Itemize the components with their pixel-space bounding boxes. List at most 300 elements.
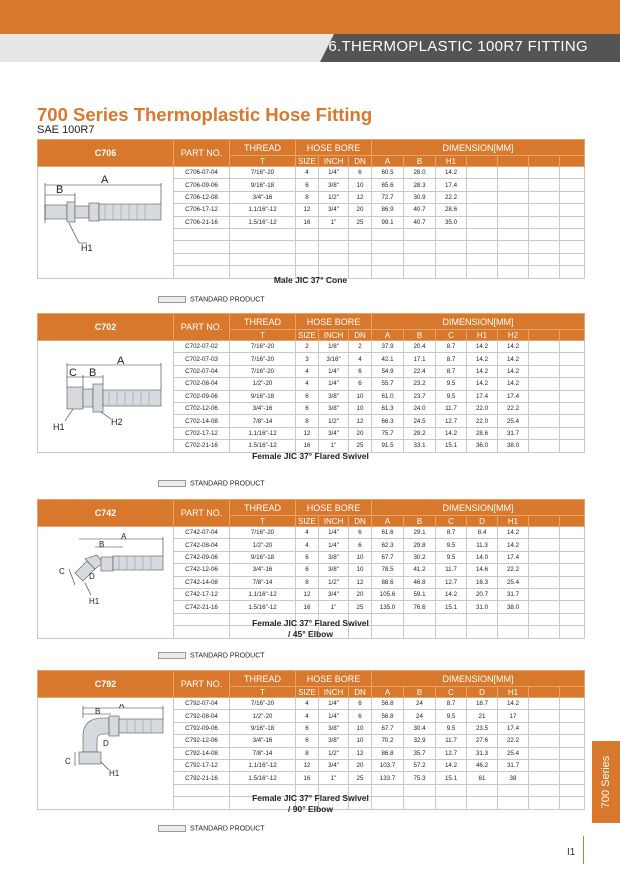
table-cell: [467, 241, 498, 253]
table-cell: [498, 179, 529, 191]
table-cell: 14.2: [498, 341, 529, 353]
table-cell: [467, 216, 498, 228]
table-cell: 1/2": [319, 191, 349, 203]
table-cell: 8.7: [436, 365, 467, 377]
table-cell: [404, 228, 436, 240]
svg-text:B: B: [95, 707, 101, 716]
table-cell: 1": [319, 601, 349, 613]
table-cell: [230, 253, 296, 265]
table-cell: [404, 241, 436, 253]
table-cell: 12: [349, 191, 372, 203]
table-cell: 70.2: [372, 735, 404, 747]
table-cell: 3/8": [319, 722, 349, 734]
svg-text:A: A: [121, 533, 127, 541]
table-cell: 3/8": [319, 564, 349, 576]
table-cell: 8: [296, 191, 319, 203]
table-cell: 9.5: [436, 551, 467, 563]
table-cell: 14.2: [498, 353, 529, 365]
table-cell: 1/4": [319, 167, 349, 179]
table-cell: [529, 378, 560, 390]
table-cell: 3/8": [319, 735, 349, 747]
table-cell: 4: [296, 539, 319, 551]
table-cell: 31.7: [498, 759, 529, 771]
table-cell: C742-21-16: [174, 601, 230, 613]
table-cell: 40.7: [404, 204, 436, 216]
table-cell: C706-07-04: [174, 167, 230, 179]
svg-text:D: D: [89, 572, 95, 581]
table-cell: 2: [296, 341, 319, 353]
subheader-dim: [560, 156, 585, 167]
table-cell: 1/4": [319, 365, 349, 377]
table-cell: [529, 415, 560, 427]
table-cell: 16: [296, 601, 319, 613]
table-cell: 9.5: [436, 722, 467, 734]
table-cell: 29.8: [404, 539, 436, 551]
table-cell: [529, 527, 560, 539]
table-cell: [529, 204, 560, 216]
table-cell: [560, 365, 585, 377]
header-dimension: DIMENSION[MM]: [372, 500, 585, 516]
header-hose-bore: HOSE BORE: [296, 671, 372, 687]
subheader-dim: B: [404, 687, 436, 698]
header-hose-bore: HOSE BORE: [296, 140, 372, 156]
table-cell: [529, 698, 560, 710]
table-cell: [560, 167, 585, 179]
subheader-dim: B: [404, 516, 436, 527]
table-cell: 20: [349, 759, 372, 771]
table-cell: 28.0: [404, 167, 436, 179]
table-cell: [498, 204, 529, 216]
table-cell: 31.3: [467, 747, 498, 759]
table-cell: C706-21-16: [174, 216, 230, 228]
subheader-dn: DN: [349, 330, 372, 341]
table-cell: 36.0: [467, 440, 498, 452]
table-cell: 4: [296, 167, 319, 179]
subheader-dim: [529, 330, 560, 341]
table-cell: [498, 191, 529, 203]
fitting-code: C702: [38, 314, 174, 341]
table-cell: 28.6: [467, 427, 498, 439]
table-cell: 3/8": [319, 402, 349, 414]
table-cell: 9/16"-18: [230, 551, 296, 563]
table-cell: [467, 204, 498, 216]
subheader-dim: C: [436, 687, 467, 698]
table-cell: 1/4": [319, 378, 349, 390]
side-tab-series: 700 Series: [592, 741, 620, 823]
table-cell: 3/4": [319, 588, 349, 600]
subheader-dim: [560, 687, 585, 698]
table-cell: 12: [349, 415, 372, 427]
table-cell: 22.0: [467, 415, 498, 427]
table-cell: 24.0: [404, 402, 436, 414]
table-cell: [560, 204, 585, 216]
table-cell: [560, 390, 585, 402]
table-cell: 12: [349, 576, 372, 588]
table-cell: 14.0: [467, 551, 498, 563]
table-cell: 1/2": [319, 747, 349, 759]
legend-swatch: [158, 825, 186, 832]
svg-text:A: A: [117, 355, 125, 367]
table-cell: [560, 191, 585, 203]
table-cell: 28.3: [404, 179, 436, 191]
table-cell: 7/16"-20: [230, 341, 296, 353]
page-number-rule: [583, 836, 584, 864]
table-cell: [560, 722, 585, 734]
table-cell: [560, 341, 585, 353]
table-cell: 91.5: [372, 440, 404, 452]
subheader-dim: H1: [498, 687, 529, 698]
table-cell: [529, 253, 560, 265]
subheader-inch: INCH: [319, 516, 349, 527]
fitting-caption-c702: Female JIC 37° Flared Swivel: [252, 451, 369, 461]
table-cell: 9.5: [436, 378, 467, 390]
table-cell: 3/8": [319, 179, 349, 191]
table-cell: 24: [404, 710, 436, 722]
table-cell: [349, 228, 372, 240]
fitting-diagram-c742: [39, 533, 173, 618]
subheader-dim: A: [372, 687, 404, 698]
table-cell: 22.2: [498, 735, 529, 747]
header-dimension: DIMENSION[MM]: [372, 314, 585, 330]
legend-swatch: [158, 480, 186, 487]
header-dimension: DIMENSION[MM]: [372, 671, 585, 687]
table-cell: 54.9: [372, 365, 404, 377]
table-cell: 37.9: [372, 341, 404, 353]
table-cell: [436, 241, 467, 253]
table-cell: 66.3: [372, 415, 404, 427]
table-cell: C792-14-08: [174, 747, 230, 759]
table-cell: 1.1/16"-12: [230, 427, 296, 439]
table-cell: 31.7: [498, 427, 529, 439]
svg-text:C: C: [59, 567, 65, 576]
subheader-dim: [529, 156, 560, 167]
table-cell: C792-21-16: [174, 772, 230, 784]
table-cell: 4: [296, 527, 319, 539]
table-cell: 8.7: [436, 527, 467, 539]
table-cell: [560, 601, 585, 613]
table-cell: 15.1: [436, 601, 467, 613]
table-cell: [467, 179, 498, 191]
table-cell: 105.6: [372, 588, 404, 600]
table-cell: 7/16"-20: [230, 353, 296, 365]
table-cell: 24: [404, 698, 436, 710]
table-cell: 3/8": [319, 390, 349, 402]
table-cell: 22.2: [498, 564, 529, 576]
table-cell: 29.2: [404, 427, 436, 439]
table-cell: 2: [349, 341, 372, 353]
fitting-caption-c742: Female JIC 37° Flared Swivel / 45° Elbow: [252, 618, 369, 639]
table-cell: 55.7: [372, 378, 404, 390]
table-cell: 10: [349, 179, 372, 191]
table-cell: 9/16"-18: [230, 390, 296, 402]
table-cell: 3/4"-16: [230, 564, 296, 576]
header-part-no: PART NO.: [174, 671, 230, 698]
table-cell: C706-09-06: [174, 179, 230, 191]
svg-text:H2: H2: [111, 417, 123, 427]
legend-swatch: [158, 652, 186, 659]
subheader-t: T: [230, 156, 296, 167]
table-cell: 25: [349, 772, 372, 784]
table-cell: 3/4"-16: [230, 735, 296, 747]
table-cell: C792-07-04: [174, 698, 230, 710]
table-cell: 60.5: [372, 167, 404, 179]
table-cell: 57.2: [404, 759, 436, 771]
table-cell: 29.1: [404, 527, 436, 539]
subheader-dim: D: [467, 516, 498, 527]
table-cell: 7/16"-20: [230, 365, 296, 377]
table-cell: 46.2: [467, 759, 498, 771]
table-cell: 4: [296, 365, 319, 377]
subheader-dim: [529, 687, 560, 698]
table-cell: 6: [296, 551, 319, 563]
table-cell: 14.2: [467, 378, 498, 390]
table-cell: [560, 228, 585, 240]
svg-text:H1: H1: [89, 597, 100, 606]
fitting-diagram-c706: [39, 173, 173, 268]
table-cell: 11.7: [436, 402, 467, 414]
table-cell: 21: [467, 710, 498, 722]
table-cell: [529, 216, 560, 228]
table-cell: [560, 588, 585, 600]
table-cell: 14.2: [436, 759, 467, 771]
section-header-title: 6.THERMOPLASTIC 100R7 FITTING: [328, 38, 588, 55]
header-part-no: PART NO.: [174, 500, 230, 527]
table-cell: 28.6: [436, 204, 467, 216]
table-cell: 10: [349, 402, 372, 414]
fitting-diagram-c702: [39, 349, 173, 449]
header-thread: THREAD: [230, 314, 296, 330]
subheader-size: SIZE: [296, 330, 319, 341]
table-cell: 7/16"-20: [230, 527, 296, 539]
table-cell: 1.1/16"-12: [230, 204, 296, 216]
table-cell: [529, 341, 560, 353]
table-cell: [296, 241, 319, 253]
header-dimension: DIMENSION[MM]: [372, 140, 585, 156]
table-cell: 6: [296, 722, 319, 734]
table-cell: 25.4: [498, 415, 529, 427]
svg-text:B: B: [89, 367, 97, 379]
subheader-dn: DN: [349, 687, 372, 698]
table-cell: 24.5: [404, 415, 436, 427]
table-cell: 15.1: [436, 772, 467, 784]
table-cell: 61.0: [372, 390, 404, 402]
table-cell: 14.2: [467, 341, 498, 353]
table-cell: 11.7: [436, 735, 467, 747]
table-cell: [529, 539, 560, 551]
subheader-t: T: [230, 516, 296, 527]
table-cell: 6: [349, 365, 372, 377]
page-subtitle: SAE 100R7: [37, 124, 95, 136]
header-part-no: PART NO.: [174, 314, 230, 341]
table-cell: 12: [296, 204, 319, 216]
table-cell: 8.7: [436, 698, 467, 710]
table-cell: 1/2"-20: [230, 710, 296, 722]
table-cell: 62.3: [372, 539, 404, 551]
fitting-code: C742: [38, 500, 174, 527]
section-c792: [37, 670, 584, 820]
subheader-dim: H1: [467, 330, 498, 341]
table-cell: [529, 353, 560, 365]
svg-text:B: B: [99, 540, 105, 549]
table-cell: 103.7: [372, 759, 404, 771]
subheader-t: T: [230, 330, 296, 341]
table-cell: 1/2"-20: [230, 539, 296, 551]
table-cell: C702-07-03: [174, 353, 230, 365]
table-cell: 1/4": [319, 698, 349, 710]
table-cell: 3/4"-16: [230, 402, 296, 414]
table-cell: [498, 228, 529, 240]
subheader-dim: H1: [498, 516, 529, 527]
table-cell: 12: [296, 427, 319, 439]
table-cell: [560, 710, 585, 722]
subheader-size: SIZE: [296, 516, 319, 527]
table-cell: 6: [296, 390, 319, 402]
table-cell: 1/4": [319, 527, 349, 539]
table-cell: 88.6: [372, 576, 404, 588]
table-cell: [498, 241, 529, 253]
table-cell: [349, 253, 372, 265]
table-cell: 86.9: [372, 204, 404, 216]
table-cell: [529, 772, 560, 784]
table-cell: [467, 167, 498, 179]
table-cell: 6: [349, 527, 372, 539]
table-cell: 20.4: [404, 341, 436, 353]
fitting-code: C706: [38, 140, 174, 167]
legend-swatch: [158, 296, 186, 303]
subheader-dim: B: [404, 330, 436, 341]
table-cell: [467, 191, 498, 203]
table-cell: 65.6: [372, 179, 404, 191]
table-cell: [560, 253, 585, 265]
table-cell: 12.7: [436, 415, 467, 427]
table-cell: 1/2": [319, 576, 349, 588]
table-cell: 1": [319, 216, 349, 228]
subheader-dim: C: [436, 516, 467, 527]
table-cell: 6: [349, 710, 372, 722]
table-cell: 1/4": [319, 710, 349, 722]
table-cell: 3/4": [319, 204, 349, 216]
table-cell: C792-12-06: [174, 735, 230, 747]
table-cell: 20: [349, 588, 372, 600]
table-cell: [372, 253, 404, 265]
table-cell: 25.4: [498, 747, 529, 759]
subheader-dim: B: [404, 156, 436, 167]
table-cell: 17.4: [498, 390, 529, 402]
subheader-dim: A: [372, 330, 404, 341]
table-cell: 25.4: [498, 576, 529, 588]
table-cell: [529, 365, 560, 377]
table-cell: [560, 415, 585, 427]
subheader-dim: [560, 330, 585, 341]
svg-text:H1: H1: [53, 422, 65, 432]
table-cell: [560, 427, 585, 439]
table-cell: C702-07-02: [174, 341, 230, 353]
table-cell: [349, 241, 372, 253]
table-cell: [529, 601, 560, 613]
table-cell: [529, 179, 560, 191]
table-cell: 3/4": [319, 427, 349, 439]
table-cell: 7/8"-14: [230, 747, 296, 759]
table-cell: 6: [296, 735, 319, 747]
table-cell: 17.4: [498, 551, 529, 563]
table-cell: 8: [296, 415, 319, 427]
table-cell: 25: [349, 601, 372, 613]
table-cell: 14.2: [467, 353, 498, 365]
table-cell: 10: [349, 551, 372, 563]
table-cell: 10: [349, 564, 372, 576]
table-cell: [529, 759, 560, 771]
table-cell: 16: [296, 440, 319, 452]
header-thread: THREAD: [230, 500, 296, 516]
table-cell: [529, 588, 560, 600]
table-cell: [529, 747, 560, 759]
table-cell: 9/16"-18: [230, 722, 296, 734]
table-cell: [560, 539, 585, 551]
table-cell: 14.2: [498, 527, 529, 539]
svg-text:H1: H1: [109, 769, 120, 778]
table-cell: C742-07-04: [174, 527, 230, 539]
table-cell: C702-14-08: [174, 415, 230, 427]
table-cell: [529, 167, 560, 179]
table-cell: [319, 253, 349, 265]
table-cell: 35.0: [436, 216, 467, 228]
fitting-caption-c792: Female JIC 37° Flared Swivel / 90° Elbow: [252, 793, 369, 814]
table-cell: 17.4: [467, 390, 498, 402]
table-cell: 27.6: [467, 735, 498, 747]
table-cell: [560, 747, 585, 759]
table-cell: 3/16": [319, 353, 349, 365]
table-cell: 135.0: [372, 601, 404, 613]
table-cell: 41.2: [404, 564, 436, 576]
table-cell: 15.1: [436, 440, 467, 452]
table-cell: [560, 735, 585, 747]
table-cell: [498, 216, 529, 228]
svg-text:D: D: [103, 739, 109, 748]
table-cell: [529, 576, 560, 588]
table-cell: [529, 228, 560, 240]
table-cell: 56.8: [372, 698, 404, 710]
subheader-dim: A: [372, 516, 404, 527]
table-cell: 75.7: [372, 427, 404, 439]
table-cell: 61: [467, 772, 498, 784]
table-cell: 38.0: [498, 601, 529, 613]
table-cell: [296, 253, 319, 265]
fitting-diagram-c792: [39, 704, 173, 794]
table-cell: 11.7: [436, 564, 467, 576]
subheader-dim: C: [436, 330, 467, 341]
table-cell: 4: [349, 353, 372, 365]
table-cell: 22.4: [404, 365, 436, 377]
table-cell: C792-17-12: [174, 759, 230, 771]
table-cell: 14.2: [498, 698, 529, 710]
table-cell: [529, 241, 560, 253]
table-cell: [372, 228, 404, 240]
header-hose-bore: HOSE BORE: [296, 500, 372, 516]
table-cell: 46.8: [404, 576, 436, 588]
table-cell: 1/2": [319, 415, 349, 427]
table-cell: 86.8: [372, 747, 404, 759]
table-cell: 1.1/16"-12: [230, 759, 296, 771]
table-cell: 6: [349, 539, 372, 551]
table-cell: 18.7: [467, 698, 498, 710]
table-cell: 1/8": [319, 341, 349, 353]
table-cell: [560, 241, 585, 253]
table-cell: 6: [349, 378, 372, 390]
table-cell: [498, 253, 529, 265]
table-cell: 133.7: [372, 772, 404, 784]
subheader-dim: H2: [498, 330, 529, 341]
table-cell: [230, 228, 296, 240]
